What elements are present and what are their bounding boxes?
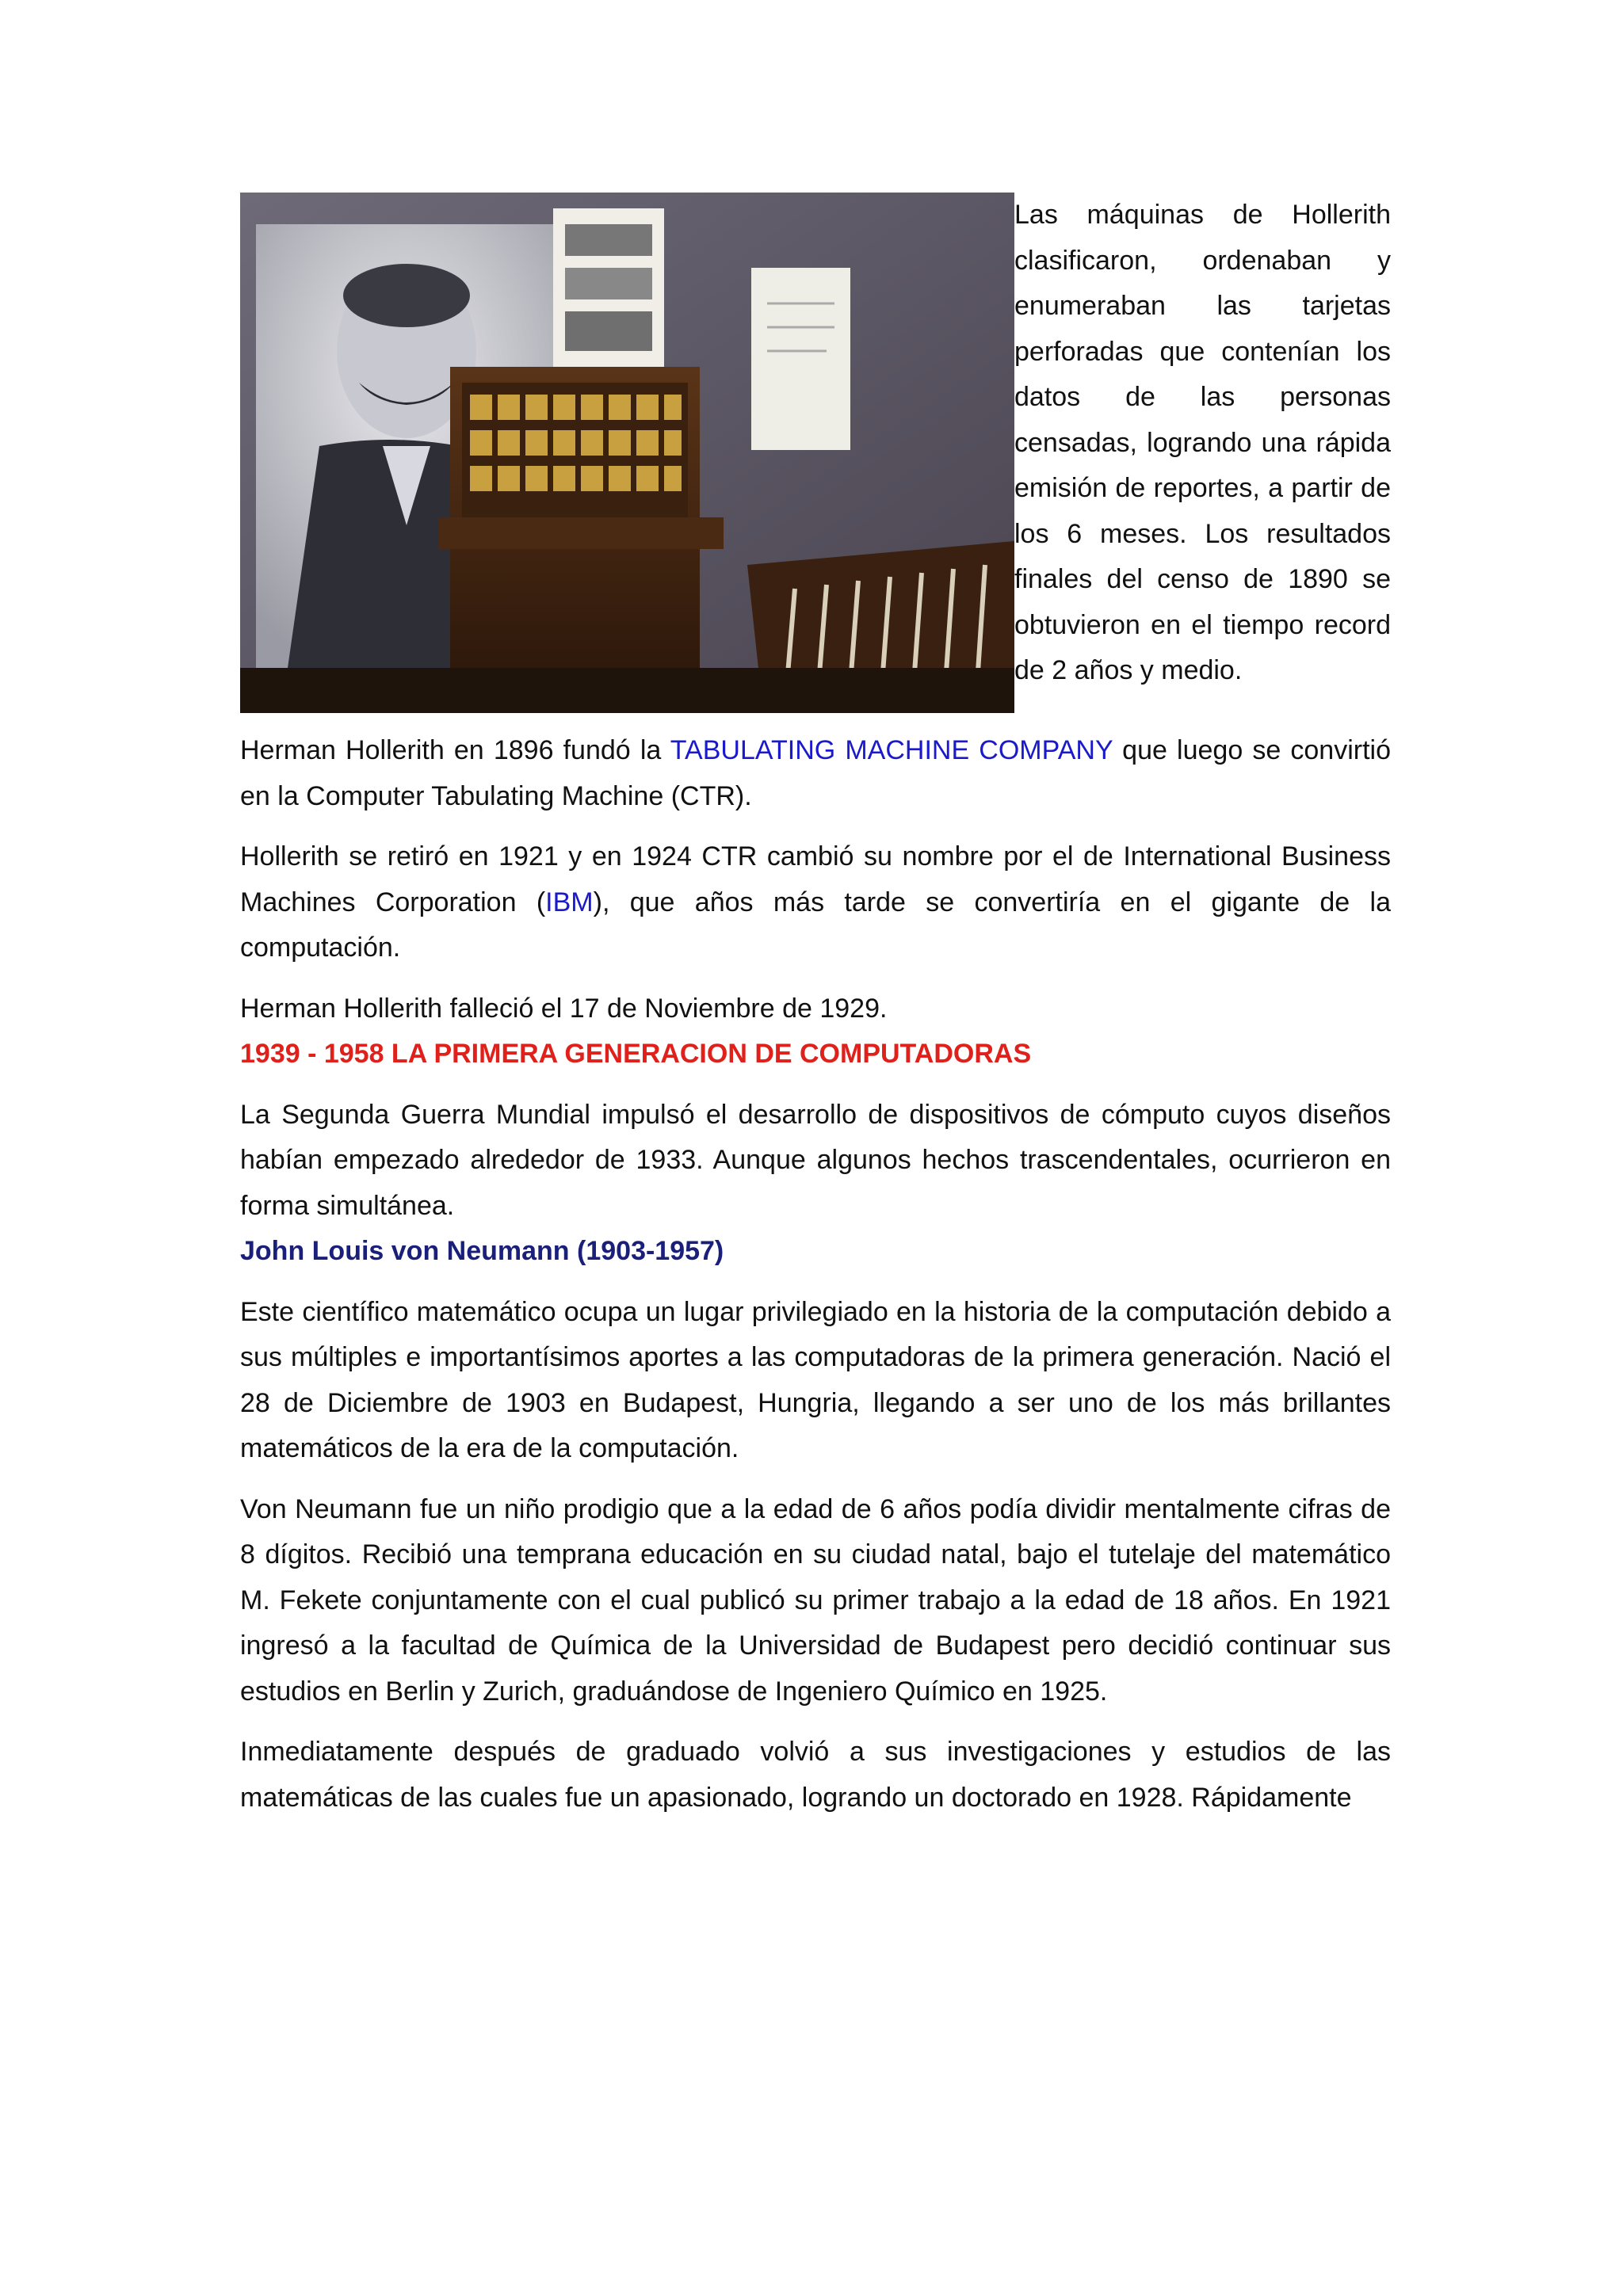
paragraph-company-text-after: que luego se convirtió en la Computer Tabulating Machine (CTR).	[240, 735, 1391, 811]
paragraph-ibm-text-before: Hollerith se retiró en 1921 y en 1924 CTR cambió su nombre por el de International Business Machines Corporation (	[240, 841, 1391, 917]
neumann-heading: John Louis von Neumann (1903-1957)	[240, 1236, 724, 1266]
paragraph-company-text-before: Herman Hollerith en 1896 fundó la	[240, 735, 670, 765]
paragraph-neumann-doctorate: Inmediatamente después de graduado volvió a sus investigaciones y estudios de las matemáticas de las cuales fue un apasionado, logrando un doctorado en 1928. Rápidamente	[240, 1737, 1391, 1813]
paragraph-neumann-childhood: Von Neumann fue un niño prodigio que a la edad de 6 años podía dividir mentalmente cifras de 8 dígitos. Recibió una temprana educación en su ciudad natal, bajo el tutelaje del matemático M. Fekete conjuntamente con el cual publicó su primer trabajo a la edad de 18 años. En 1921 ingresó a la facultad de Química de la Universidad de Budapest pero decidió continuar sus estudios en Berlin y Zurich, graduándose de Ingeniero Químico en 1925.	[240, 1493, 1391, 1707]
paragraph-neumann-intro: Este científico matemático ocupa un lugar privilegiado en la historia de la computación debido a sus múltiples e importantísimos aportes a las computadoras de la primera generación. Nació el 28 de Diciembre de 1903 en Budapest, Hungria, llegando a ser uno de los más brillantes matemáticos de la era de la computación.	[240, 1296, 1391, 1463]
paragraph-hollerith-machines: Las máquinas de Hollerith clasificaron, ordenaban y enumeraban las tarjetas perforadas que contenían los datos de las personas censadas, logrando una rápida emisión de reportes, a partir de los 6 meses. Los resultados finales del censo de 1890 se obtuvieron en el tiempo record de 2 años y medio.	[1014, 200, 1391, 685]
ibm-link[interactable]: IBM	[545, 887, 594, 917]
tabulating-machine-company-link[interactable]: TABULATING MACHINE COMPANY	[670, 735, 1113, 765]
hollerith-machine-photo	[240, 193, 1014, 713]
paragraph-company-founding	[240, 728, 1391, 819]
paragraph-ibm	[240, 834, 1391, 971]
paragraph-ibm-text-after: ), que años más tarde se convertiría en el gigante de la computación.	[240, 887, 1392, 963]
paragraph-hollerith-death: Herman Hollerith falleció el 17 de Noviembre de 1929.	[240, 993, 888, 1024]
paragraph-world-war: La Segunda Guerra Mundial impulsó el desarrollo de dispositivos de cómputo cuyos diseños habían empezado alrededor de 1933. Aunque algunos hechos trascendentales, ocurrieron en forma simultánea.	[240, 1099, 1391, 1221]
section-heading-first-generation: 1939 - 1958 LA PRIMERA GENERACION DE COMPUTADORAS	[240, 1039, 1032, 1069]
